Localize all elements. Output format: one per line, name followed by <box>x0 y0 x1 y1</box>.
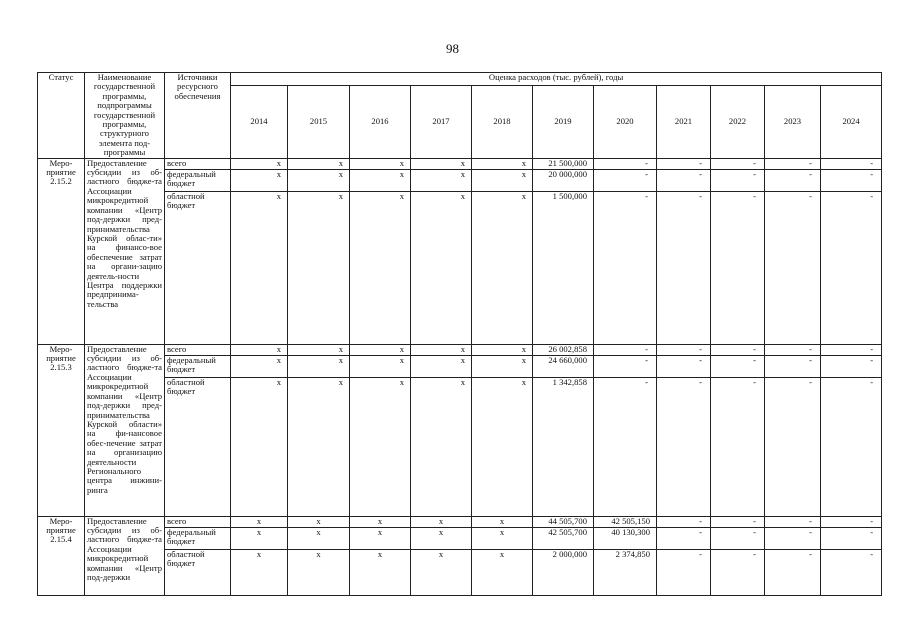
amount-cell: x <box>350 516 411 527</box>
amount-cell: 24 660,000 <box>533 355 594 377</box>
amount-cell: x <box>472 169 533 191</box>
amount-cell: 2 000,000 <box>533 549 594 595</box>
header-year: 2019 <box>533 86 594 158</box>
funding-source: федеральный бюджет <box>165 355 231 377</box>
amount-cell: x <box>350 344 411 355</box>
header-status: Статус <box>38 73 85 159</box>
header-year: 2024 <box>821 86 882 158</box>
amount-cell: - <box>657 516 711 527</box>
amount-cell: - <box>821 516 882 527</box>
amount-cell: - <box>765 355 821 377</box>
amount-cell: x <box>472 377 533 516</box>
amount-cell: - <box>657 377 711 516</box>
amount-cell: x <box>288 191 350 344</box>
amount-cell: - <box>821 169 882 191</box>
header-sources: Источники ресурсного обеспечения <box>165 73 231 159</box>
amount-cell: 1 500,000 <box>533 191 594 344</box>
amount-cell: 44 505,700 <box>533 516 594 527</box>
amount-cell: - <box>711 377 765 516</box>
amount-cell: x <box>288 549 350 595</box>
amount-cell: - <box>711 158 765 169</box>
table-row <box>38 527 882 549</box>
amount-cell: x <box>411 549 472 595</box>
amount-cell: - <box>657 158 711 169</box>
amount-cell: - <box>711 355 765 377</box>
amount-cell: x <box>288 355 350 377</box>
amount-cell: x <box>231 191 288 344</box>
funding-source: всего <box>165 158 231 169</box>
amount-cell: - <box>711 549 765 595</box>
table-row <box>38 169 882 191</box>
funding-source: федеральный бюджет <box>165 169 231 191</box>
amount-cell: - <box>594 355 657 377</box>
amount-cell: - <box>821 191 882 344</box>
amount-cell: - <box>765 377 821 516</box>
amount-cell: x <box>411 355 472 377</box>
amount-cell: 26 002,858 <box>533 344 594 355</box>
event-name: Предоставление субсидии из об-ластного бюдже-та Ассоциации микрокредитной компании «Центр под-держки пред-принимательства Курской облас-ти» на финансо-вое обеспечение затрат на органи-зацию деятель-ности Центра поддержки предпринима-тельства <box>85 158 165 344</box>
amount-cell: - <box>657 191 711 344</box>
table-body <box>38 158 882 595</box>
amount-cell: 42 505,150 <box>594 516 657 527</box>
amount-cell: - <box>594 344 657 355</box>
table-row <box>38 191 882 344</box>
amount-cell: 2 374,850 <box>594 549 657 595</box>
amount-cell: x <box>411 377 472 516</box>
header-year: 2018 <box>472 86 533 158</box>
amount-cell: x <box>231 158 288 169</box>
amount-cell: x <box>231 377 288 516</box>
amount-cell: x <box>231 527 288 549</box>
amount-cell: - <box>821 344 882 355</box>
table-row <box>38 344 882 355</box>
header-year: 2017 <box>411 86 472 158</box>
amount-cell: - <box>711 527 765 549</box>
amount-cell: - <box>765 549 821 595</box>
header-estimate: Оценка расходов (тыс. рублей), годы <box>231 73 882 86</box>
amount-cell: - <box>594 191 657 344</box>
amount-cell: x <box>288 377 350 516</box>
amount-cell: x <box>288 158 350 169</box>
header-year: 2014 <box>231 86 288 158</box>
amount-cell: x <box>350 158 411 169</box>
amount-cell: x <box>350 191 411 344</box>
amount-cell: x <box>411 158 472 169</box>
amount-cell: - <box>765 344 821 355</box>
amount-cell: x <box>288 344 350 355</box>
amount-cell: 1 342,858 <box>533 377 594 516</box>
amount-cell: x <box>288 527 350 549</box>
amount-cell: - <box>821 158 882 169</box>
amount-cell: x <box>231 344 288 355</box>
funding-source: областной бюджет <box>165 549 231 595</box>
amount-cell: x <box>411 516 472 527</box>
amount-cell: x <box>411 191 472 344</box>
event-name: Предоставление субсидии из об-ластного бюдже-та Ассоциации микрокредитной компании «Центр под-держки <box>85 516 165 595</box>
funding-source: областной бюджет <box>165 377 231 516</box>
amount-cell: - <box>765 169 821 191</box>
header-year: 2023 <box>765 86 821 158</box>
amount-cell: - <box>765 158 821 169</box>
amount-cell: 21 500,000 <box>533 158 594 169</box>
event-status: Меро-приятие 2.15.3 <box>38 344 85 516</box>
amount-cell: x <box>411 344 472 355</box>
amount-cell: - <box>657 549 711 595</box>
page-number: 98 <box>446 41 459 56</box>
amount-cell: x <box>288 169 350 191</box>
header-name: Наименование государственной программы, подпрограммы государственной программы, структурного элемента под-программы <box>85 73 165 159</box>
budget-table <box>37 72 882 596</box>
amount-cell: x <box>350 377 411 516</box>
table-row <box>38 158 882 169</box>
amount-cell: - <box>765 527 821 549</box>
amount-cell: x <box>411 169 472 191</box>
amount-cell: x <box>472 516 533 527</box>
amount-cell: - <box>657 169 711 191</box>
amount-cell: x <box>472 344 533 355</box>
amount-cell: - <box>821 377 882 516</box>
amount-cell: - <box>821 549 882 595</box>
amount-cell: x <box>350 169 411 191</box>
table-row <box>38 377 882 516</box>
amount-cell: x <box>472 549 533 595</box>
amount-cell: x <box>231 549 288 595</box>
header-year: 2015 <box>288 86 350 158</box>
amount-cell: - <box>765 516 821 527</box>
amount-cell: - <box>657 355 711 377</box>
amount-cell: - <box>594 377 657 516</box>
header-year: 2020 <box>594 86 657 158</box>
amount-cell: x <box>231 516 288 527</box>
header-year: 2022 <box>711 86 765 158</box>
header-year: 2021 <box>657 86 711 158</box>
amount-cell: x <box>472 355 533 377</box>
amount-cell: - <box>765 191 821 344</box>
amount-cell: - <box>821 355 882 377</box>
amount-cell: 20 000,000 <box>533 169 594 191</box>
amount-cell: x <box>231 355 288 377</box>
funding-source: областной бюджет <box>165 191 231 344</box>
amount-cell: - <box>711 169 765 191</box>
amount-cell: - <box>711 344 765 355</box>
amount-cell: x <box>472 191 533 344</box>
table-row <box>38 549 882 595</box>
amount-cell: - <box>711 516 765 527</box>
table-row <box>38 355 882 377</box>
amount-cell: x <box>350 549 411 595</box>
amount-cell: x <box>472 527 533 549</box>
funding-source: всего <box>165 344 231 355</box>
header-year: 2016 <box>350 86 411 158</box>
amount-cell: 40 130,300 <box>594 527 657 549</box>
table-row <box>38 516 882 527</box>
funding-source: федеральный бюджет <box>165 527 231 549</box>
amount-cell: x <box>411 527 472 549</box>
amount-cell: - <box>594 158 657 169</box>
amount-cell: - <box>657 527 711 549</box>
amount-cell: - <box>821 527 882 549</box>
amount-cell: x <box>288 516 350 527</box>
funding-source: всего <box>165 516 231 527</box>
amount-cell: 42 505,700 <box>533 527 594 549</box>
event-name: Предоставление субсидии из об-ластного бюдже-та Ассоциации микрокредитной компании «Центр под-держки пред-принимательства Курской области» на фи-нансовое обес-печение затрат на организацию деятельности Регионального центра инжини-ринга <box>85 344 165 516</box>
event-status: Меро-приятие 2.15.2 <box>38 158 85 344</box>
event-status: Меро-приятие 2.15.4 <box>38 516 85 595</box>
amount-cell: - <box>711 191 765 344</box>
amount-cell: x <box>350 355 411 377</box>
amount-cell: x <box>231 169 288 191</box>
amount-cell: - <box>594 169 657 191</box>
amount-cell: x <box>472 158 533 169</box>
amount-cell: x <box>350 527 411 549</box>
amount-cell: - <box>657 344 711 355</box>
